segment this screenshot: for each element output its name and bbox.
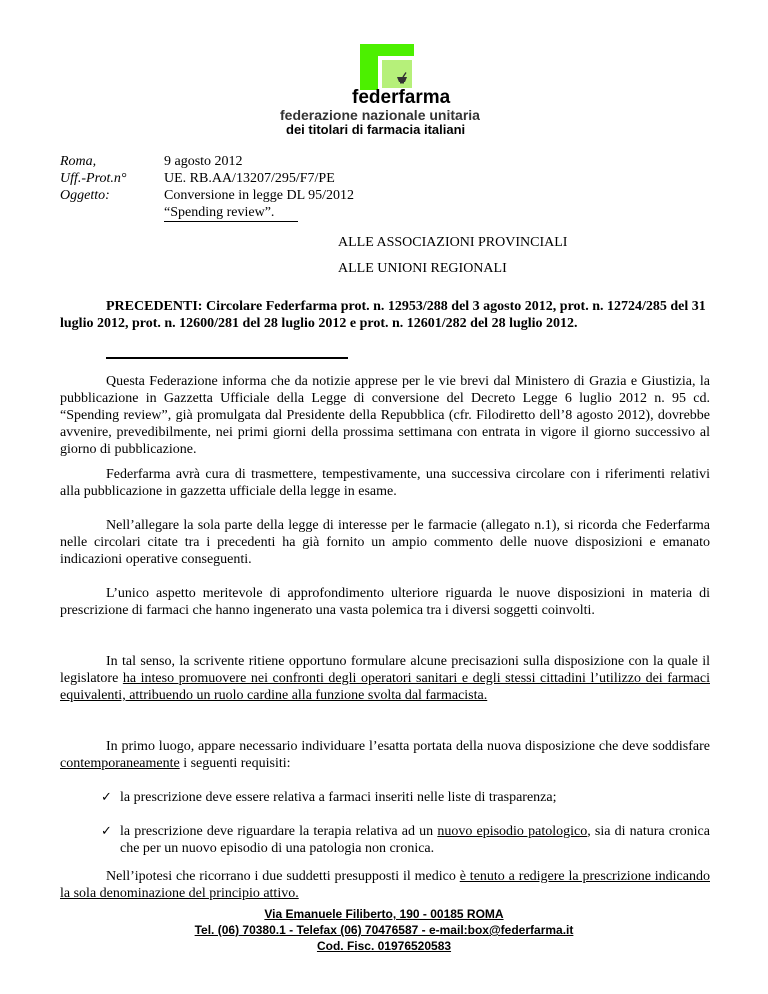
letter-meta <box>60 153 354 222</box>
checkmark-icon: ✓ <box>101 790 112 805</box>
paragraph-6: In primo luogo, appare necessario individuare l’esatta portata della nuova disposizione che deve soddisfare contemporaneamente i seguenti requisiti: <box>60 739 710 771</box>
separator-rule <box>106 357 348 359</box>
subject-line-1: Conversione in legge DL 95/2012 <box>164 188 355 203</box>
footer-contacts: Tel. (06) 70380.1 - Telefax (06) 70476587 - e-mail:box@federfarma.it <box>194 923 574 937</box>
recipient-2: ALLE UNIONI REGIONALI <box>338 261 507 276</box>
brand-name: federfarma <box>352 87 451 108</box>
recipient-1: ALLE ASSOCIAZIONI PROVINCIALI <box>338 235 568 250</box>
paragraph-1: Questa Federazione informa che da notizie apprese per le vie brevi dal Ministero di Grazia e Giustizia, la pubblicazione in Gazzetta Ufficiale della Legge di conversione del Decreto Legge 6 luglio 2012 n. 95 cd. “Spending review”, già promulgata dal Presidente della Repubblica (cfr. Filodiretto dell’8 agosto 2012), dovrebbe avvenire, prevedibilmente, nei primi giorni della prossima settimana con entrata in vigore il giorno successivo al giorno di pubblicazione. <box>60 374 710 457</box>
mortar-pestle-icon <box>396 72 408 84</box>
list-item: ✓ la prescrizione deve essere relativa a farmaci inseriti nelle liste di trasparenza; <box>101 790 557 805</box>
protocol-label: Uff.-Prot.n° <box>60 171 127 186</box>
place-label: Roma, <box>60 154 97 169</box>
checkmark-icon: ✓ <box>101 824 112 839</box>
paragraph-4: L’unico aspetto meritevole di approfondimento ulteriore riguarda le nuove disposizioni in materia di prescrizione di farmaci che hanno ingenerato una vasta polemica tra i diversi soggetti coinvolti. <box>60 586 710 618</box>
footer-tax-code: Cod. Fisc. 01976520583 <box>316 939 452 953</box>
paragraph-7: Nell’ipotesi che ricorrano i due suddetti presupposti il medico è tenuto a redigere la prescrizione indicando la sola denominazione del principio attivo. <box>60 869 710 901</box>
subject-line-2: “Spending review”. <box>164 204 298 222</box>
precedenti-block: PRECEDENTI: Circolare Federfarma prot. n. 12953/288 del 3 agosto 2012, prot. n. 12724/285 del 31 luglio 2012, prot. n. 12600/281 del 28 luglio 2012 e prot. n. 12601/282 del 28 luglio 2012. <box>60 299 706 331</box>
footer-address: Via Emanuele Filiberto, 190 - 00185 ROMA <box>264 907 504 921</box>
federfarma-logo <box>360 44 416 92</box>
protocol-value: UE. RB.AA/13207/295/F7/PE <box>164 171 335 186</box>
place-value: 9 agosto 2012 <box>164 154 243 169</box>
paragraph-2: Federfarma avrà cura di trasmettere, tempestivamente, una successiva circolare con i riferimenti relativi alla pubblicazione in gazzetta ufficiale della legge in esame. <box>60 467 710 499</box>
brand-subtitle-1: federazione nazionale unitaria <box>280 107 480 123</box>
subject-label: Oggetto: <box>60 188 110 203</box>
paragraph-3: Nell’allegare la sola parte della legge di interesse per le farmacie (allegato n.1), si ricorda che Federfarma nelle circolari citate tra i precedenti ha già fornito un ampio commento delle nuove disposizioni e emanato indicazioni operative conseguenti. <box>60 518 710 567</box>
brand-subtitle-2: dei titolari di farmacia italiani <box>286 122 466 137</box>
paragraph-5: In tal senso, la scrivente ritiene opportuno formulare alcune precisazioni sulla disposizione con la quale il legislatore ha inteso promuovere nei confronti degli operatori sanitari e degli stessi cittadini l’utilizzo dei farmaci equivalenti, attribuendo un ruolo cardine alla funzione svolta dal farmacista. <box>60 654 710 703</box>
list-item: ✓ la prescrizione deve riguardare la terapia relativa ad un nuovo episodio patologico, sia di natura cronica che per un nuovo episodio di una patologia non cronica. <box>101 824 710 856</box>
